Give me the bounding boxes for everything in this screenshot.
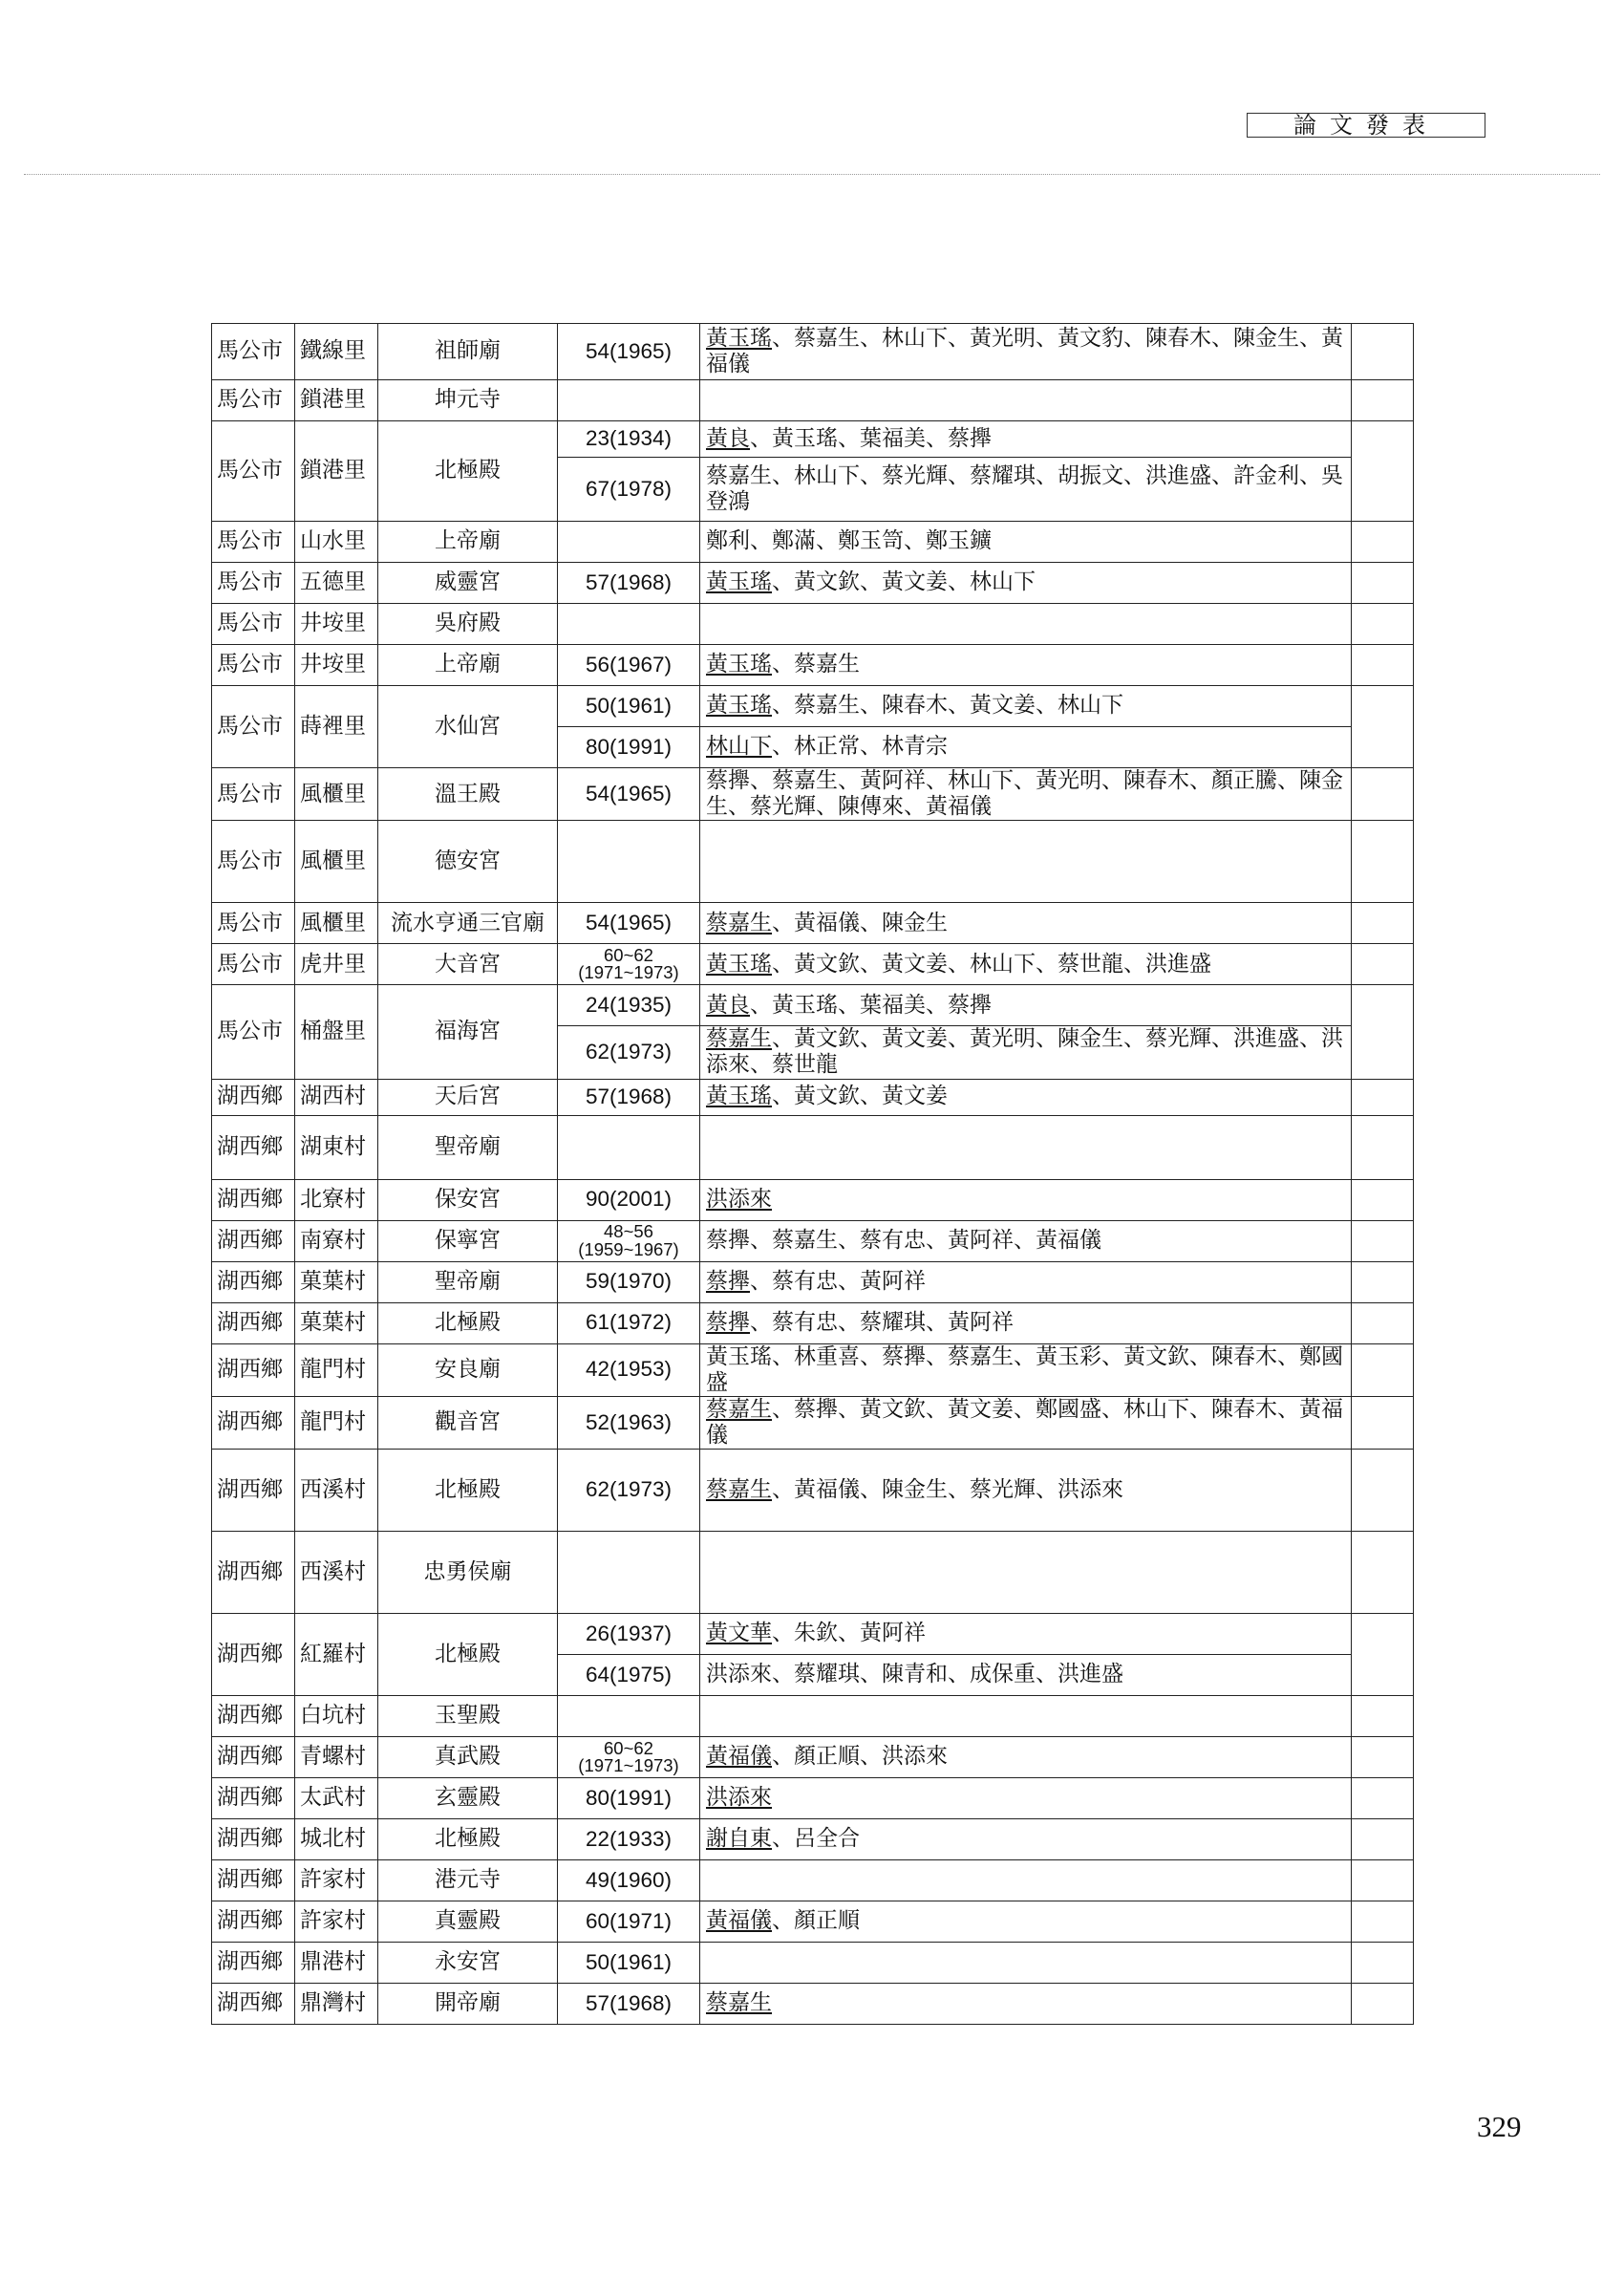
township-cell: 馬公市 bbox=[212, 380, 295, 421]
underlined-name: 黃良 bbox=[706, 992, 750, 1018]
artisan-names: 蔡嘉生、林山下、蔡光輝、蔡耀琪、胡振文、洪進盛、許金利、吳登鴻 bbox=[706, 462, 1343, 514]
temple-name-cell: 流水亨通三官廟 bbox=[378, 903, 558, 944]
village-cell: 許家村 bbox=[295, 1901, 378, 1943]
year-cell: 54(1965) bbox=[558, 903, 700, 944]
artisans-cell bbox=[700, 1079, 1352, 1115]
section-label: 論文發表 bbox=[1247, 113, 1485, 138]
year-cell: 57(1968) bbox=[558, 563, 700, 604]
underlined-name: 蔡嘉生 bbox=[706, 1476, 772, 1502]
village-cell: 白坑村 bbox=[295, 1696, 378, 1737]
village-cell: 許家村 bbox=[295, 1860, 378, 1901]
artisan-names: 、黃福儀、陳金生 bbox=[772, 910, 948, 935]
artisans-cell bbox=[700, 1026, 1352, 1079]
artisans-cell bbox=[700, 1343, 1352, 1396]
village-cell: 鎖港里 bbox=[295, 421, 378, 522]
artisans-cell bbox=[700, 686, 1352, 727]
artisans-cell bbox=[700, 727, 1352, 768]
township-cell: 馬公市 bbox=[212, 604, 295, 645]
remark-cell bbox=[1352, 686, 1414, 768]
year-cell bbox=[558, 604, 700, 645]
village-cell: 井垵里 bbox=[295, 645, 378, 686]
township-cell: 湖西鄉 bbox=[212, 1696, 295, 1737]
year-cell: 67(1978) bbox=[558, 458, 700, 522]
township-cell: 湖西鄉 bbox=[212, 1450, 295, 1532]
year-cell bbox=[558, 1532, 700, 1614]
village-cell: 山水里 bbox=[295, 522, 378, 563]
artisans-cell bbox=[700, 522, 1352, 563]
remark-cell bbox=[1352, 522, 1414, 563]
temple-name-cell: 天后宮 bbox=[378, 1079, 558, 1115]
temple-name-cell: 大音宮 bbox=[378, 944, 558, 985]
temple-name-cell: 福海宮 bbox=[378, 985, 558, 1079]
year-cell bbox=[558, 380, 700, 421]
remark-cell bbox=[1352, 380, 1414, 421]
artisans-cell bbox=[700, 821, 1352, 903]
temple-name-cell: 吳府殿 bbox=[378, 604, 558, 645]
temple-name-cell: 北極殿 bbox=[378, 421, 558, 522]
underlined-name: 黃福儀 bbox=[706, 1744, 772, 1770]
temple-name-cell: 坤元寺 bbox=[378, 380, 558, 421]
year-cell: 60(1971) bbox=[558, 1901, 700, 1943]
artisans-cell bbox=[700, 768, 1352, 821]
remark-cell bbox=[1352, 1614, 1414, 1696]
temple-name-cell: 保寧宮 bbox=[378, 1220, 558, 1261]
artisans-cell bbox=[700, 1696, 1352, 1737]
table-row bbox=[212, 1302, 1414, 1343]
table-row bbox=[212, 645, 1414, 686]
township-cell: 湖西鄉 bbox=[212, 1220, 295, 1261]
temple-name-cell: 北極殿 bbox=[378, 1450, 558, 1532]
remark-cell bbox=[1352, 1220, 1414, 1261]
artisans-cell bbox=[700, 458, 1352, 522]
table-row bbox=[212, 686, 1414, 727]
year-cell: 90(2001) bbox=[558, 1179, 700, 1220]
artisans-cell bbox=[700, 421, 1352, 458]
year-cell: 61(1972) bbox=[558, 1302, 700, 1343]
underlined-name: 洪添來 bbox=[706, 1186, 772, 1212]
table-row bbox=[212, 944, 1414, 985]
artisans-cell bbox=[700, 1302, 1352, 1343]
temple-name-cell: 忠勇侯廟 bbox=[378, 1532, 558, 1614]
township-cell: 湖西鄉 bbox=[212, 1261, 295, 1302]
year-cell: 52(1963) bbox=[558, 1396, 700, 1449]
village-cell: 龍門村 bbox=[295, 1343, 378, 1396]
artisan-names: 、蔡有忠、黃阿祥 bbox=[750, 1268, 926, 1294]
temple-name-cell: 威靈宮 bbox=[378, 563, 558, 604]
temple-name-cell: 水仙宮 bbox=[378, 686, 558, 768]
year-cell: 26(1937) bbox=[558, 1614, 700, 1655]
remark-cell bbox=[1352, 1984, 1414, 2025]
table-row bbox=[212, 1179, 1414, 1220]
village-cell: 五德里 bbox=[295, 563, 378, 604]
township-cell: 湖西鄉 bbox=[212, 1614, 295, 1696]
artisans-cell bbox=[700, 324, 1352, 380]
underlined-name: 黃文華 bbox=[706, 1621, 772, 1646]
year-cell: 24(1935) bbox=[558, 985, 700, 1026]
village-cell: 太武村 bbox=[295, 1778, 378, 1819]
temple-name-cell: 北極殿 bbox=[378, 1819, 558, 1860]
village-cell: 菓葉村 bbox=[295, 1261, 378, 1302]
township-cell: 湖西鄉 bbox=[212, 1737, 295, 1778]
artisans-cell bbox=[700, 1655, 1352, 1696]
remark-cell bbox=[1352, 1696, 1414, 1737]
artisans-cell bbox=[700, 1220, 1352, 1261]
table-row bbox=[212, 1819, 1414, 1860]
township-cell: 湖西鄉 bbox=[212, 1115, 295, 1179]
year-cell bbox=[558, 522, 700, 563]
township-cell: 湖西鄉 bbox=[212, 1778, 295, 1819]
underlined-name: 黃玉瑤 bbox=[706, 951, 772, 977]
remark-cell bbox=[1352, 324, 1414, 380]
table-row bbox=[212, 1220, 1414, 1261]
remark-cell bbox=[1352, 944, 1414, 985]
artisans-cell bbox=[700, 1614, 1352, 1655]
remark-cell bbox=[1352, 1179, 1414, 1220]
year-cell bbox=[558, 1696, 700, 1737]
village-cell: 虎井里 bbox=[295, 944, 378, 985]
table-row bbox=[212, 563, 1414, 604]
underlined-name: 黃玉瑤 bbox=[706, 325, 772, 351]
year-cell: 54(1965) bbox=[558, 768, 700, 821]
temple-name-cell: 溫王殿 bbox=[378, 768, 558, 821]
remark-cell bbox=[1352, 1532, 1414, 1614]
remark-cell bbox=[1352, 768, 1414, 821]
table-row bbox=[212, 380, 1414, 421]
artisans-cell bbox=[700, 645, 1352, 686]
remark-cell bbox=[1352, 1343, 1414, 1396]
table-row bbox=[212, 1696, 1414, 1737]
artisans-cell bbox=[700, 604, 1352, 645]
artisans-cell bbox=[700, 1819, 1352, 1860]
underlined-name: 蔡攑 bbox=[706, 1268, 750, 1294]
table-row bbox=[212, 1737, 1414, 1778]
year-cell: 48~56 (1959~1967) bbox=[558, 1220, 700, 1261]
artisans-cell bbox=[700, 563, 1352, 604]
township-cell: 馬公市 bbox=[212, 686, 295, 768]
artisan-names: 、黃文欽、黃文姜、黃光明、陳金生、蔡光輝、洪進盛、洪添來、蔡世龍 bbox=[706, 1026, 1343, 1078]
artisan-names: 、黃玉瑤、葉福美、蔡攑 bbox=[750, 992, 992, 1018]
temple-name-cell: 玉聖殿 bbox=[378, 1696, 558, 1737]
remark-cell bbox=[1352, 645, 1414, 686]
temple-name-cell: 港元寺 bbox=[378, 1860, 558, 1901]
township-cell: 馬公市 bbox=[212, 985, 295, 1079]
township-cell: 馬公市 bbox=[212, 421, 295, 522]
artisans-cell bbox=[700, 1778, 1352, 1819]
village-cell: 蒔裡里 bbox=[295, 686, 378, 768]
year-cell bbox=[558, 821, 700, 903]
artisans-cell bbox=[700, 1450, 1352, 1532]
remark-cell bbox=[1352, 821, 1414, 903]
village-cell: 風櫃里 bbox=[295, 768, 378, 821]
temple-name-cell: 祖師廟 bbox=[378, 324, 558, 380]
artisan-names: 蔡攑、蔡嘉生、黃阿祥、林山下、黃光明、陳春木、顏正騰、陳金生、蔡光輝、陳傳來、黃福儀 bbox=[706, 768, 1343, 820]
underlined-name: 蔡攑 bbox=[706, 1309, 750, 1335]
remark-cell bbox=[1352, 1079, 1414, 1115]
artisans-cell bbox=[700, 380, 1352, 421]
underlined-name: 黃玉瑤 bbox=[706, 569, 772, 595]
village-cell: 鎖港里 bbox=[295, 380, 378, 421]
remark-cell bbox=[1352, 1450, 1414, 1532]
township-cell: 湖西鄉 bbox=[212, 1943, 295, 1984]
table-row bbox=[212, 324, 1414, 380]
temple-name-cell: 開帝廟 bbox=[378, 1984, 558, 2025]
artisan-names: 、朱欽、黃阿祥 bbox=[772, 1621, 926, 1646]
village-cell: 井垵里 bbox=[295, 604, 378, 645]
underlined-name: 洪添來 bbox=[706, 1785, 772, 1811]
table-row bbox=[212, 1532, 1414, 1614]
artisans-cell bbox=[700, 1396, 1352, 1449]
underlined-name: 黃玉瑤 bbox=[706, 652, 772, 677]
year-cell: 57(1968) bbox=[558, 1079, 700, 1115]
underlined-name: 蔡嘉生 bbox=[706, 910, 772, 935]
year-cell: 23(1934) bbox=[558, 421, 700, 458]
remark-cell bbox=[1352, 1901, 1414, 1943]
underlined-name: 黃玉瑤 bbox=[706, 1084, 772, 1109]
year-cell: 59(1970) bbox=[558, 1261, 700, 1302]
year-cell: 62(1973) bbox=[558, 1450, 700, 1532]
year-cell: 64(1975) bbox=[558, 1655, 700, 1696]
year-cell: 80(1991) bbox=[558, 727, 700, 768]
village-cell: 青螺村 bbox=[295, 1737, 378, 1778]
township-cell: 湖西鄉 bbox=[212, 1532, 295, 1614]
year-cell: 54(1965) bbox=[558, 324, 700, 380]
table-row bbox=[212, 1614, 1414, 1655]
year-cell: 62(1973) bbox=[558, 1026, 700, 1079]
temple-name-cell: 真靈殿 bbox=[378, 1901, 558, 1943]
table-row bbox=[212, 903, 1414, 944]
artisan-names: 、黃福儀、陳金生、蔡光輝、洪添來 bbox=[772, 1476, 1123, 1502]
table-row bbox=[212, 1079, 1414, 1115]
township-cell: 馬公市 bbox=[212, 645, 295, 686]
artisan-names: 、黃玉瑤、葉福美、蔡攑 bbox=[750, 425, 992, 451]
artisans-cell bbox=[700, 903, 1352, 944]
remark-cell bbox=[1352, 1778, 1414, 1819]
underlined-name: 林山下 bbox=[706, 734, 772, 760]
artisans-cell bbox=[700, 1115, 1352, 1179]
temple-name-cell: 北極殿 bbox=[378, 1614, 558, 1696]
remark-cell bbox=[1352, 1943, 1414, 1984]
township-cell: 湖西鄉 bbox=[212, 1343, 295, 1396]
artisan-names: 黃玉瑤、林重喜、蔡攑、蔡嘉生、黃玉彩、黃文欽、陳春木、鄭國盛 bbox=[706, 1343, 1343, 1395]
village-cell: 龍門村 bbox=[295, 1396, 378, 1449]
township-cell: 馬公市 bbox=[212, 563, 295, 604]
township-cell: 馬公市 bbox=[212, 903, 295, 944]
temple-name-cell: 安良廟 bbox=[378, 1343, 558, 1396]
temple-name-cell: 聖帝廟 bbox=[378, 1261, 558, 1302]
village-cell: 菓葉村 bbox=[295, 1302, 378, 1343]
village-cell: 西溪村 bbox=[295, 1450, 378, 1532]
village-cell: 南寮村 bbox=[295, 1220, 378, 1261]
temple-name-cell: 保安宮 bbox=[378, 1179, 558, 1220]
artisan-names: 、蔡有忠、蔡耀琪、黃阿祥 bbox=[750, 1309, 1014, 1335]
year-cell bbox=[558, 1115, 700, 1179]
remark-cell bbox=[1352, 563, 1414, 604]
artisans-cell bbox=[700, 1943, 1352, 1984]
artisan-names: 、顏正順、洪添來 bbox=[772, 1744, 948, 1770]
temple-name-cell: 永安宮 bbox=[378, 1943, 558, 1984]
township-cell: 湖西鄉 bbox=[212, 1901, 295, 1943]
village-cell: 北寮村 bbox=[295, 1179, 378, 1220]
table-row bbox=[212, 1943, 1414, 1984]
table-row bbox=[212, 1778, 1414, 1819]
village-cell: 湖西村 bbox=[295, 1079, 378, 1115]
temple-name-cell: 聖帝廟 bbox=[378, 1115, 558, 1179]
header-divider bbox=[24, 174, 1600, 175]
artisans-cell bbox=[700, 1860, 1352, 1901]
year-cell: 60~62 (1971~1973) bbox=[558, 944, 700, 985]
temple-name-cell: 玄靈殿 bbox=[378, 1778, 558, 1819]
township-cell: 湖西鄉 bbox=[212, 1396, 295, 1449]
artisans-cell bbox=[700, 1984, 1352, 2025]
temple-name-cell: 觀音宮 bbox=[378, 1396, 558, 1449]
village-cell: 風櫃里 bbox=[295, 821, 378, 903]
underlined-name: 黃玉瑤 bbox=[706, 693, 772, 719]
village-cell: 湖東村 bbox=[295, 1115, 378, 1179]
remark-cell bbox=[1352, 1737, 1414, 1778]
table-row bbox=[212, 421, 1414, 458]
township-cell: 湖西鄉 bbox=[212, 1984, 295, 2025]
village-cell: 鐵線里 bbox=[295, 324, 378, 380]
underlined-name: 蔡嘉生 bbox=[706, 1396, 772, 1422]
artisan-names: 蔡攑、蔡嘉生、蔡有忠、黃阿祥、黃福儀 bbox=[706, 1227, 1101, 1253]
year-cell: 42(1953) bbox=[558, 1343, 700, 1396]
table-row bbox=[212, 985, 1414, 1026]
remark-cell bbox=[1352, 1302, 1414, 1343]
artisans-cell bbox=[700, 1737, 1352, 1778]
remark-cell bbox=[1352, 1261, 1414, 1302]
temple-name-cell: 德安宮 bbox=[378, 821, 558, 903]
artisan-names: 、呂全合 bbox=[772, 1826, 860, 1852]
village-cell: 桶盤里 bbox=[295, 985, 378, 1079]
artisan-names: 、黃文欽、黃文姜 bbox=[772, 1084, 948, 1109]
underlined-name: 蔡嘉生 bbox=[706, 1990, 772, 2016]
township-cell: 湖西鄉 bbox=[212, 1860, 295, 1901]
underlined-name: 黃良 bbox=[706, 425, 750, 451]
artisan-names: 、蔡嘉生、林山下、黃光明、黃文豹、陳春木、陳金生、黃福儀 bbox=[706, 325, 1343, 376]
table-row bbox=[212, 821, 1414, 903]
year-cell: 50(1961) bbox=[558, 1943, 700, 1984]
table-row bbox=[212, 1901, 1414, 1943]
year-cell: 22(1933) bbox=[558, 1819, 700, 1860]
year-cell: 56(1967) bbox=[558, 645, 700, 686]
remark-cell bbox=[1352, 903, 1414, 944]
artisan-names: 洪添來、蔡耀琪、陳青和、成保重、洪進盛 bbox=[706, 1662, 1123, 1687]
table-row bbox=[212, 522, 1414, 563]
remark-cell bbox=[1352, 1396, 1414, 1449]
artisan-names: 、顏正順 bbox=[772, 1908, 860, 1934]
table-row bbox=[212, 768, 1414, 821]
temple-name-cell: 上帝廟 bbox=[378, 645, 558, 686]
table-row bbox=[212, 1860, 1414, 1901]
table-row bbox=[212, 604, 1414, 645]
village-cell: 西溪村 bbox=[295, 1532, 378, 1614]
township-cell: 湖西鄉 bbox=[212, 1302, 295, 1343]
artisan-names: 、黃文欽、黃文姜、林山下 bbox=[772, 569, 1036, 595]
artisan-names: 、林正常、林青宗 bbox=[772, 734, 948, 760]
temple-name-cell: 真武殿 bbox=[378, 1737, 558, 1778]
township-cell: 馬公市 bbox=[212, 768, 295, 821]
township-cell: 湖西鄉 bbox=[212, 1179, 295, 1220]
artisans-cell bbox=[700, 944, 1352, 985]
township-cell: 馬公市 bbox=[212, 324, 295, 380]
table-row bbox=[212, 1396, 1414, 1449]
remark-cell bbox=[1352, 1115, 1414, 1179]
table-row bbox=[212, 1343, 1414, 1396]
artisan-names: 、黃文欽、黃文姜、林山下、蔡世龍、洪進盛 bbox=[772, 951, 1211, 977]
artisans-cell bbox=[700, 1532, 1352, 1614]
underlined-name: 謝自東 bbox=[706, 1826, 772, 1852]
page-number: 329 bbox=[1477, 2110, 1522, 2143]
year-cell: 60~62 (1971~1973) bbox=[558, 1737, 700, 1778]
underlined-name: 黃福儀 bbox=[706, 1908, 772, 1934]
artisan-names: 、蔡嘉生 bbox=[772, 652, 860, 677]
year-cell: 50(1961) bbox=[558, 686, 700, 727]
table-row bbox=[212, 1261, 1414, 1302]
village-cell: 城北村 bbox=[295, 1819, 378, 1860]
temple-artisan-table bbox=[211, 323, 1414, 2025]
table-row bbox=[212, 1984, 1414, 2025]
year-cell: 57(1968) bbox=[558, 1984, 700, 2025]
artisan-names: 、蔡攑、黃文欽、黃文姜、鄭國盛、林山下、陳春木、黃福儀 bbox=[706, 1396, 1343, 1448]
artisans-cell bbox=[700, 1901, 1352, 1943]
year-cell: 49(1960) bbox=[558, 1860, 700, 1901]
township-cell: 湖西鄉 bbox=[212, 1079, 295, 1115]
table-row bbox=[212, 1450, 1414, 1532]
remark-cell bbox=[1352, 421, 1414, 522]
township-cell: 湖西鄉 bbox=[212, 1819, 295, 1860]
year-cell: 80(1991) bbox=[558, 1778, 700, 1819]
underlined-name: 蔡嘉生 bbox=[706, 1026, 772, 1052]
remark-cell bbox=[1352, 604, 1414, 645]
artisans-cell bbox=[700, 1179, 1352, 1220]
temple-name-cell: 北極殿 bbox=[378, 1302, 558, 1343]
remark-cell bbox=[1352, 985, 1414, 1079]
remark-cell bbox=[1352, 1819, 1414, 1860]
artisan-names: 鄭利、鄭滿、鄭玉笥、鄭玉鑛 bbox=[706, 528, 992, 554]
village-cell: 紅羅村 bbox=[295, 1614, 378, 1696]
village-cell: 鼎灣村 bbox=[295, 1984, 378, 2025]
temple-name-cell: 上帝廟 bbox=[378, 522, 558, 563]
township-cell: 馬公市 bbox=[212, 522, 295, 563]
remark-cell bbox=[1352, 1860, 1414, 1901]
artisans-cell bbox=[700, 1261, 1352, 1302]
township-cell: 馬公市 bbox=[212, 821, 295, 903]
village-cell: 鼎港村 bbox=[295, 1943, 378, 1984]
artisan-names: 、蔡嘉生、陳春木、黃文姜、林山下 bbox=[772, 693, 1123, 719]
artisans-cell bbox=[700, 985, 1352, 1026]
table-row bbox=[212, 1115, 1414, 1179]
township-cell: 馬公市 bbox=[212, 944, 295, 985]
village-cell: 風櫃里 bbox=[295, 903, 378, 944]
